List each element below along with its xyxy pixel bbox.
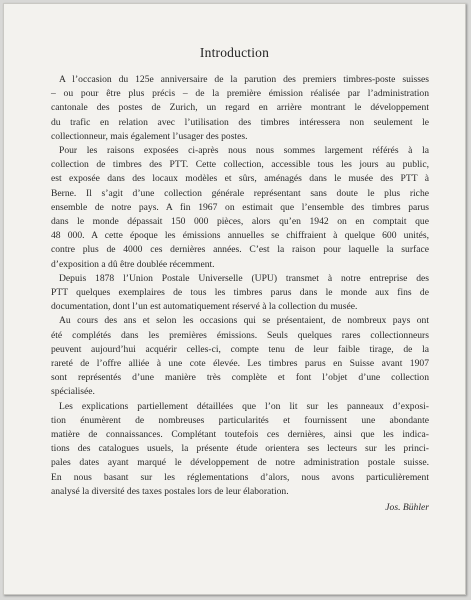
text-line: A l’occasion du 125e anniversaire de la parution des premiers timbres-poste suisses [59,74,429,85]
text-line: – ou pour être plus précis – de la première émission réalisée par l’administration [51,88,429,100]
text-line: 48 000. A cette époque les émissions annuelles se chiffraient à quelque 600 unités, [51,230,429,242]
document-page [3,3,466,595]
text-line: dans le monde dépassait 150 000 pièces, alors qu’en 1942 on en comptait que [51,216,429,228]
text-line: analysé la diversité des taxes postales lors de leur élaboration. [51,485,289,497]
author-signature: Jos. Bühler [385,502,429,514]
text-line: spécialisée. [51,386,95,398]
text-line: Les explications partiellement détaillées que l’on lit sur les panneaux d’exposi- [59,400,429,412]
text-line: collectionneur, mais également l’usager des postes. [51,130,248,142]
text-line: Pour les raisons exposées ci-après nous nous sommes largement référés à la [59,145,429,157]
text-line: tions des catalogues usuels, la présente étude orientera ses lecteurs sur les princi- [51,443,429,455]
text-line: collection de timbres des PTT. Cette collection, accessible tous les jours au public, [51,159,429,171]
text-line: du trafic en relation avec l’utilisation des timbres intéressera non seulement le [51,116,429,128]
text-line: ensemble de notre pays. A fin 1967 on estimait que l’ensemble des timbres parus [51,201,429,213]
text-line: contre plus de 4000 ces dernières années. C’est la raison pour laquelle la surface [51,244,429,256]
text-line: cantonale des postes de Zurich, un regard en arrière montrant le développement [51,102,429,114]
text-line: PTT quelques exemplaires de tous les timbres parus dans le monde aux fins de [51,287,429,299]
page-title: Introduction [199,45,270,60]
text-line: Au cours des ans et selon les occasions qui se présentaient, de nombreux pays ont [59,315,429,327]
text-line: tion énumèrent de nombreuses particularités et fournissent une abondante [51,414,429,426]
paragraph [51,314,429,399]
text-line: été complétés dans les premières émissions. Seuls quelques rares collectionneurs [51,329,429,341]
paragraph [51,272,429,315]
text-line: peuvent aujourd’hui acquérir celles-ci, compte tenu de leur faible tirage, de la [51,343,429,355]
text-line: En nous basant sur les réglementations d’alors, nous avons particulièrement [51,471,429,483]
text-line: documentation, dont l’un est automatiquement réservé à la collection du musée. [51,301,358,313]
text-line: est exposée dans des locaux modèles et sûrs, aménagés dans le musée des PTT à [51,173,429,185]
document-body [51,73,429,515]
text-line: pales dates ayant marqué le développement de notre administration postale suisse. [51,457,429,469]
paragraph [51,400,429,499]
text-line: sont représentés d’une manière très complète et font l’objet d’une collection [51,372,429,384]
text-line: Depuis 1878 l’Union Postale Universelle (UPU) transmet à notre entreprise des [59,272,429,284]
text-line: d’exposition a dû être doublée récemment. [51,258,215,270]
paragraph [51,73,429,144]
text-line: Berne. Il s’agit d’une collection générale représentant sans doute le plus riche [51,187,429,199]
paragraph [51,144,429,272]
text-line: matière de connaissances. Complétant toutefois ces dernières, ainsi que les indica- [51,429,429,441]
text-line: rareté de l’offre alliée à une cote élevée. Les timbres parus en Suisse avant 1907 [51,358,429,370]
